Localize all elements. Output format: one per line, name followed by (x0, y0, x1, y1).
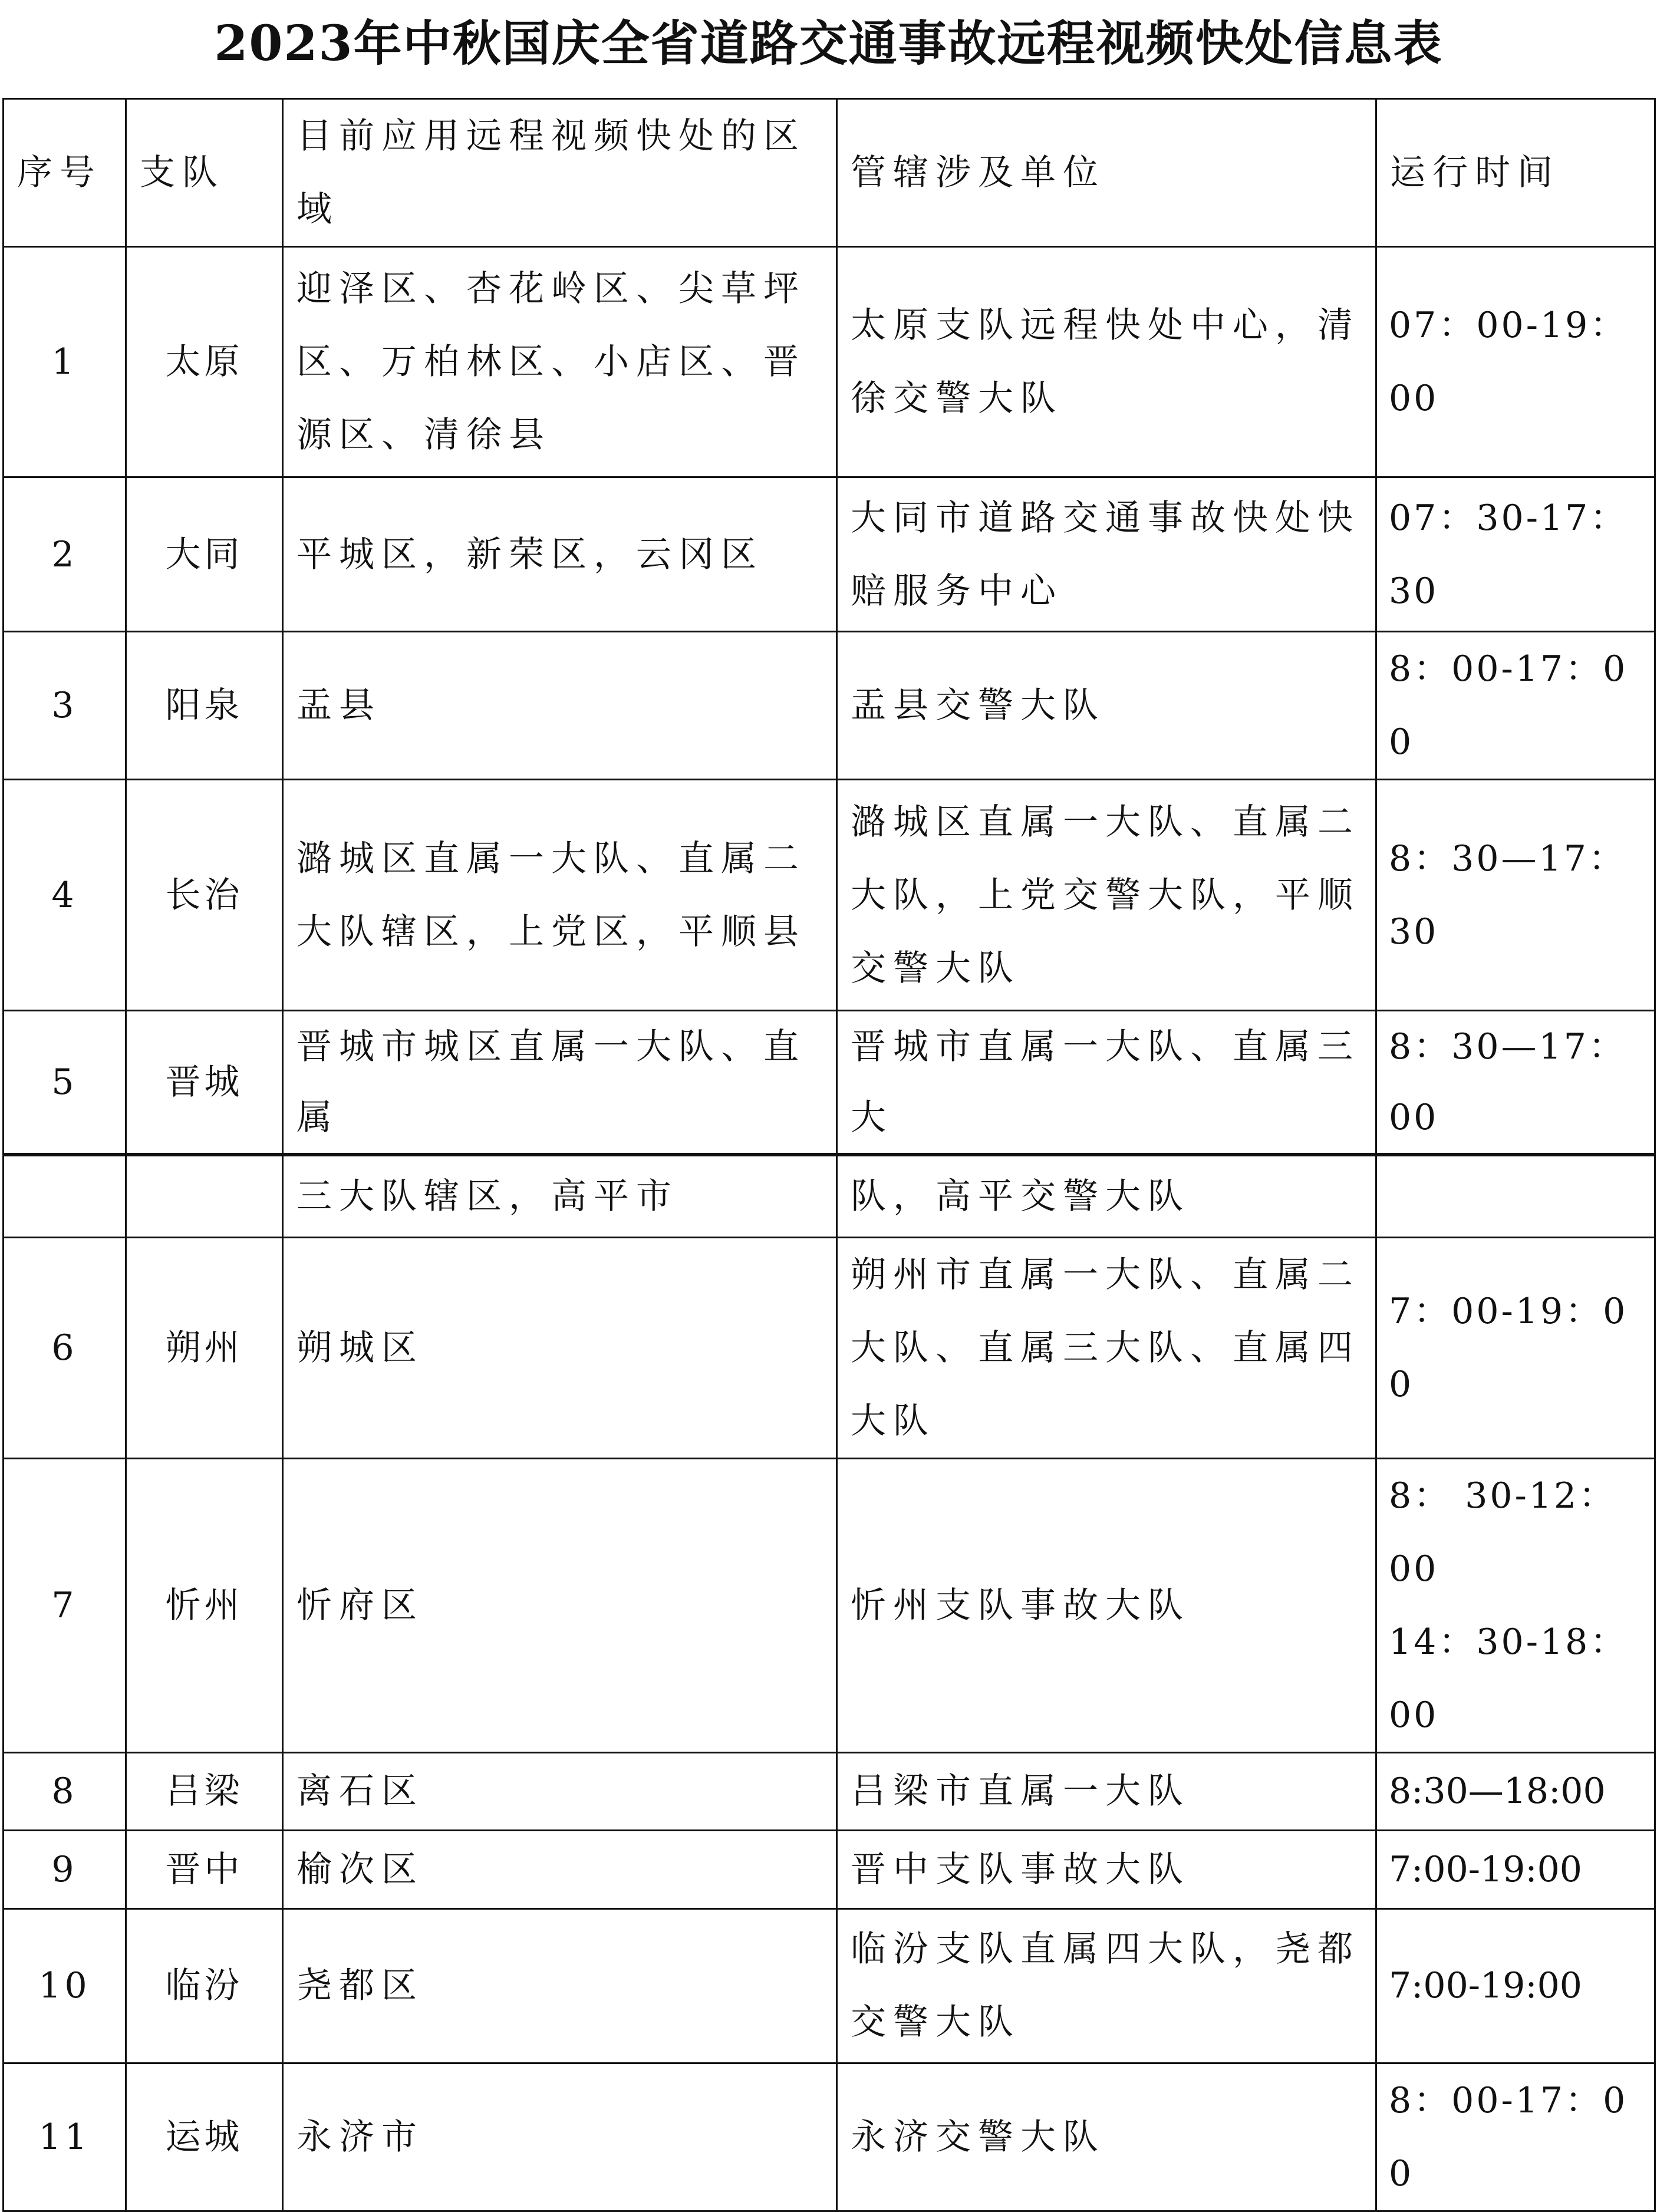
row-area: 离石区 (283, 1752, 837, 1830)
row-units-part1: 晋城市直属一大队、直属三大 (837, 1011, 1376, 1155)
row-units: 朔州市直属一大队、直属二大队、直属三大队、直属四大队 (837, 1237, 1376, 1458)
row-index: 9 (4, 1830, 126, 1908)
row-units: 临汾支队直属四大队，尧都交警大队 (837, 1908, 1376, 2063)
row-hours-line2: 14：30-18：00 (1389, 1621, 1628, 1736)
row-area: 平城区，新荣区，云冈区 (283, 477, 837, 632)
row-area: 迎泽区、杏花岭区、尖草坪区、万柏林区、小店区、晋源区、清徐县 (283, 247, 837, 477)
table-row (4, 632, 1655, 780)
table-row (4, 2063, 1655, 2211)
row-hours: 8:30—18:00 (1376, 1752, 1655, 1830)
row-hours-line1: 8： 30-12： 00 (1389, 1475, 1617, 1590)
row-index: 5 (4, 1011, 126, 1155)
row-detachment: 晋中 (126, 1830, 283, 1908)
table-row (4, 1752, 1655, 1830)
row-area: 永济市 (283, 2063, 837, 2211)
info-table (2, 98, 1656, 2212)
row-units: 盂县交警大队 (837, 632, 1376, 780)
row-hours: 8：00-17：00 (1376, 632, 1655, 780)
row-units: 大同市道路交通事故快处快赔服务中心 (837, 477, 1376, 632)
row-detachment: 长治 (126, 780, 283, 1011)
row-detachment: 忻州 (126, 1458, 283, 1752)
info-table-container (2, 98, 1654, 2212)
row-hours: 7：00-19：00 (1376, 1237, 1655, 1458)
row-hours: 07：00-19：00 (1376, 247, 1655, 477)
row-units: 忻州支队事故大队 (837, 1458, 1376, 1752)
row-index-empty (4, 1155, 126, 1237)
row-detachment: 朔州 (126, 1237, 283, 1458)
header-detachment: 支队 (126, 99, 283, 247)
row-area: 忻府区 (283, 1458, 837, 1752)
row-hours-empty (1376, 1155, 1655, 1237)
row-units: 永济交警大队 (837, 2063, 1376, 2211)
header-area: 目前应用远程视频快处的区域 (283, 99, 837, 247)
row-units: 潞城区直属一大队、直属二大队，上党交警大队，平顺交警大队 (837, 780, 1376, 1011)
row-units: 太原支队远程快处中心，清徐交警大队 (837, 247, 1376, 477)
table-row (4, 1458, 1655, 1752)
row-detachment: 大同 (126, 477, 283, 632)
table-row (4, 1908, 1655, 2063)
table-row (4, 1237, 1655, 1458)
row-detachment: 晋城 (126, 1011, 283, 1155)
row-index: 3 (4, 632, 126, 780)
table-header-row (4, 99, 1655, 247)
row-hours: 7:00-19:00 (1376, 1908, 1655, 2063)
header-index: 序号 (4, 99, 126, 247)
document-title: 2023年中秋国庆全省道路交通事故远程视频快处信息表 (214, 15, 1443, 72)
table-row (4, 1011, 1655, 1155)
header-hours: 运行时间 (1376, 99, 1655, 247)
row-hours (1376, 1458, 1655, 1752)
row-units: 吕梁市直属一大队 (837, 1752, 1376, 1830)
row-area: 潞城区直属一大队、直属二大队辖区，上党区，平顺县 (283, 780, 837, 1011)
row-area: 尧都区 (283, 1908, 837, 2063)
row-units-part2: 队，高平交警大队 (837, 1155, 1376, 1237)
row-index: 4 (4, 780, 126, 1011)
row-detachment: 阳泉 (126, 632, 283, 780)
table-row-continued (4, 1155, 1655, 1237)
row-hours: 8：00-17：00 (1376, 2063, 1655, 2211)
table-row (4, 780, 1655, 1011)
row-index: 10 (4, 1908, 126, 2063)
row-index: 8 (4, 1752, 126, 1830)
row-index: 2 (4, 477, 126, 632)
row-area-part2: 三大队辖区，高平市 (283, 1155, 837, 1237)
row-area: 朔城区 (283, 1237, 837, 1458)
row-area: 盂县 (283, 632, 837, 780)
row-hours: 8：30—17：30 (1376, 780, 1655, 1011)
table-row (4, 477, 1655, 632)
row-area-part1: 晋城市城区直属一大队、直属 (283, 1011, 837, 1155)
row-index: 11 (4, 2063, 126, 2211)
row-detachment: 太原 (126, 247, 283, 477)
row-index: 1 (4, 247, 126, 477)
row-hours: 07：30-17：30 (1376, 477, 1655, 632)
row-detachment: 临汾 (126, 1908, 283, 2063)
row-hours: 7:00-19:00 (1376, 1830, 1655, 1908)
row-detachment: 吕梁 (126, 1752, 283, 1830)
row-area: 榆次区 (283, 1830, 837, 1908)
row-detachment: 运城 (126, 2063, 283, 2211)
table-row (4, 247, 1655, 477)
header-units: 管辖涉及单位 (837, 99, 1376, 247)
row-index: 6 (4, 1237, 126, 1458)
row-detachment-empty (126, 1155, 283, 1237)
row-index: 7 (4, 1458, 126, 1752)
row-hours: 8：30—17：00 (1376, 1011, 1655, 1155)
row-units: 晋中支队事故大队 (837, 1830, 1376, 1908)
table-row (4, 1830, 1655, 1908)
